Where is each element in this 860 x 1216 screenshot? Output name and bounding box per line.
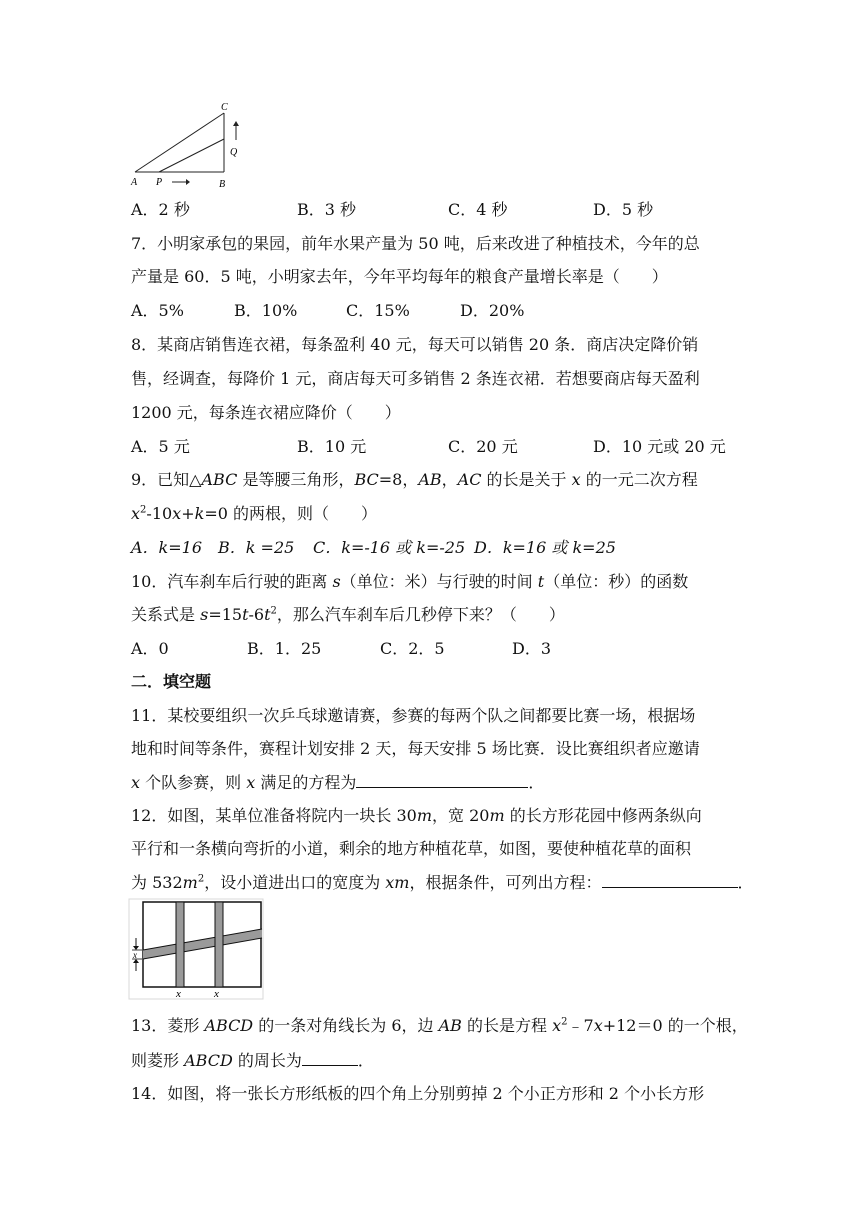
q10-option-b: B．1．25 — [247, 639, 322, 658]
path-width-label-2: x — [214, 988, 219, 1000]
q9-option-c: C．k=-16 或 k=-25 — [313, 538, 466, 557]
point-label-q: Q — [230, 147, 238, 158]
q8-line-2: 售，经调查，每降价 1 元，商店每天可多销售 2 条连衣裙．若想要商店每天盈利 — [131, 369, 700, 388]
q13-answer-blank — [302, 1049, 358, 1066]
q9-line-1: 9．已知△ABC 是等腰三角形，BC=8，AB，AC 的长是关于 x 的一元二次方程 — [131, 470, 698, 489]
q10-line-2: 关系式是 $s=15t-6t^2$，那么汽车刹车后几秒停下来？（ ） — [131, 605, 565, 624]
q7-line-1: 7．小明家承包的果园，前年水果产量为 50 吨，后来改进了种植技术，今年的总 — [131, 234, 700, 253]
q11-line-2: 地和时间等条件，赛程计划安排 2 天，每天安排 5 场比赛．设比赛组织者应邀请 — [131, 739, 700, 758]
point-label-p: P — [156, 177, 163, 188]
q6-option-b: B．3 秒 — [297, 200, 357, 219]
q9-option-d: D．k=16 或 k=25 — [474, 538, 616, 557]
q8-line-3: 1200 元，每条连衣裙应降价（ ） — [131, 403, 401, 422]
q14-line-1: 14．如图，将一张长方形纸板的四个角上分别剪掉 2 个小正方形和 2 个小长方形 — [131, 1084, 705, 1103]
q7-option-a: A．5% — [131, 301, 184, 320]
q9-line-2: $x^2-10x+k=0$ 的两根，则（ ） — [131, 504, 377, 523]
q8-option-b: B．10 元 — [297, 437, 367, 456]
q10-line-1: 10．汽车刹车后行驶的距离 s（单位：米）与行驶的时间 t（单位：秒）的函数 — [131, 572, 689, 591]
q12-answer-blank — [602, 871, 738, 888]
q10-option-a: A．0 — [131, 639, 169, 658]
section-heading: 二．填空题 — [131, 672, 212, 691]
q12-line-3: 为 $532m^2$，设小道进出口的宽度为 xm，根据条件，可列出方程： ． — [131, 873, 754, 892]
vertex-label-a: A — [131, 177, 138, 188]
q10-option-c: C．2．5 — [380, 639, 445, 658]
q9-option-a: A．k=16 — [131, 538, 203, 557]
q7-option-d: D．20% — [460, 301, 525, 320]
q10-option-d: D．3 — [512, 639, 552, 658]
q7-option-b: B．10% — [234, 301, 298, 320]
q6-option-c: C．4 秒 — [448, 200, 508, 219]
q8-option-a: A．5 元 — [131, 437, 190, 456]
q12-line-1: 12．如图，某单位准备将院内一块长 30m，宽 20m 的长方形花园中修两条纵向 — [131, 806, 702, 825]
q12-line-2: 平行和一条横向弯折的小道，剩余的地方种植花草，如图，要使种植花草的面积 — [131, 839, 692, 858]
path-width-label-left: x — [133, 950, 137, 960]
path-width-label-1: x — [176, 988, 181, 1000]
q6-option-d: D．5 秒 — [593, 200, 654, 219]
vertex-label-c: C — [221, 102, 228, 113]
q7-option-c: C．15% — [346, 301, 410, 320]
q9-option-b: B．k =25 — [218, 538, 295, 557]
q8-option-c: C．20 元 — [448, 437, 518, 456]
triangle-figure — [128, 100, 258, 195]
q13-line-1: 13．菱形 ABCD 的一条对角线长为 6，边 AB 的长是方程 $x^2﹣7x+12=0$ 的一个根， — [131, 1016, 748, 1035]
q13-line-2: 则菱形 ABCD 的周长为 ． — [131, 1051, 374, 1070]
q8-line-1: 8．某商店销售连衣裙，每条盈利 40 元，每天可以销售 20 条．商店决定降价销 — [131, 335, 699, 354]
q11-answer-blank — [356, 771, 528, 788]
q7-line-2: 产量是 60．5 吨，小明家去年，今年平均每年的粮食产量增长率是（ ） — [131, 267, 668, 286]
q11-line-1: 11．某校要组织一次乒乓球邀请赛，参赛的每两个队之间都要比赛一场，根据场 — [131, 706, 696, 725]
q8-option-d: D．10 元或 20 元 — [593, 437, 726, 456]
garden-figure — [128, 898, 264, 1000]
q11-line-3: x 个队参赛，则 x 满足的方程为 ． — [131, 773, 545, 792]
vertex-label-b: B — [219, 179, 226, 190]
q6-option-a: A．2 秒 — [131, 200, 190, 219]
